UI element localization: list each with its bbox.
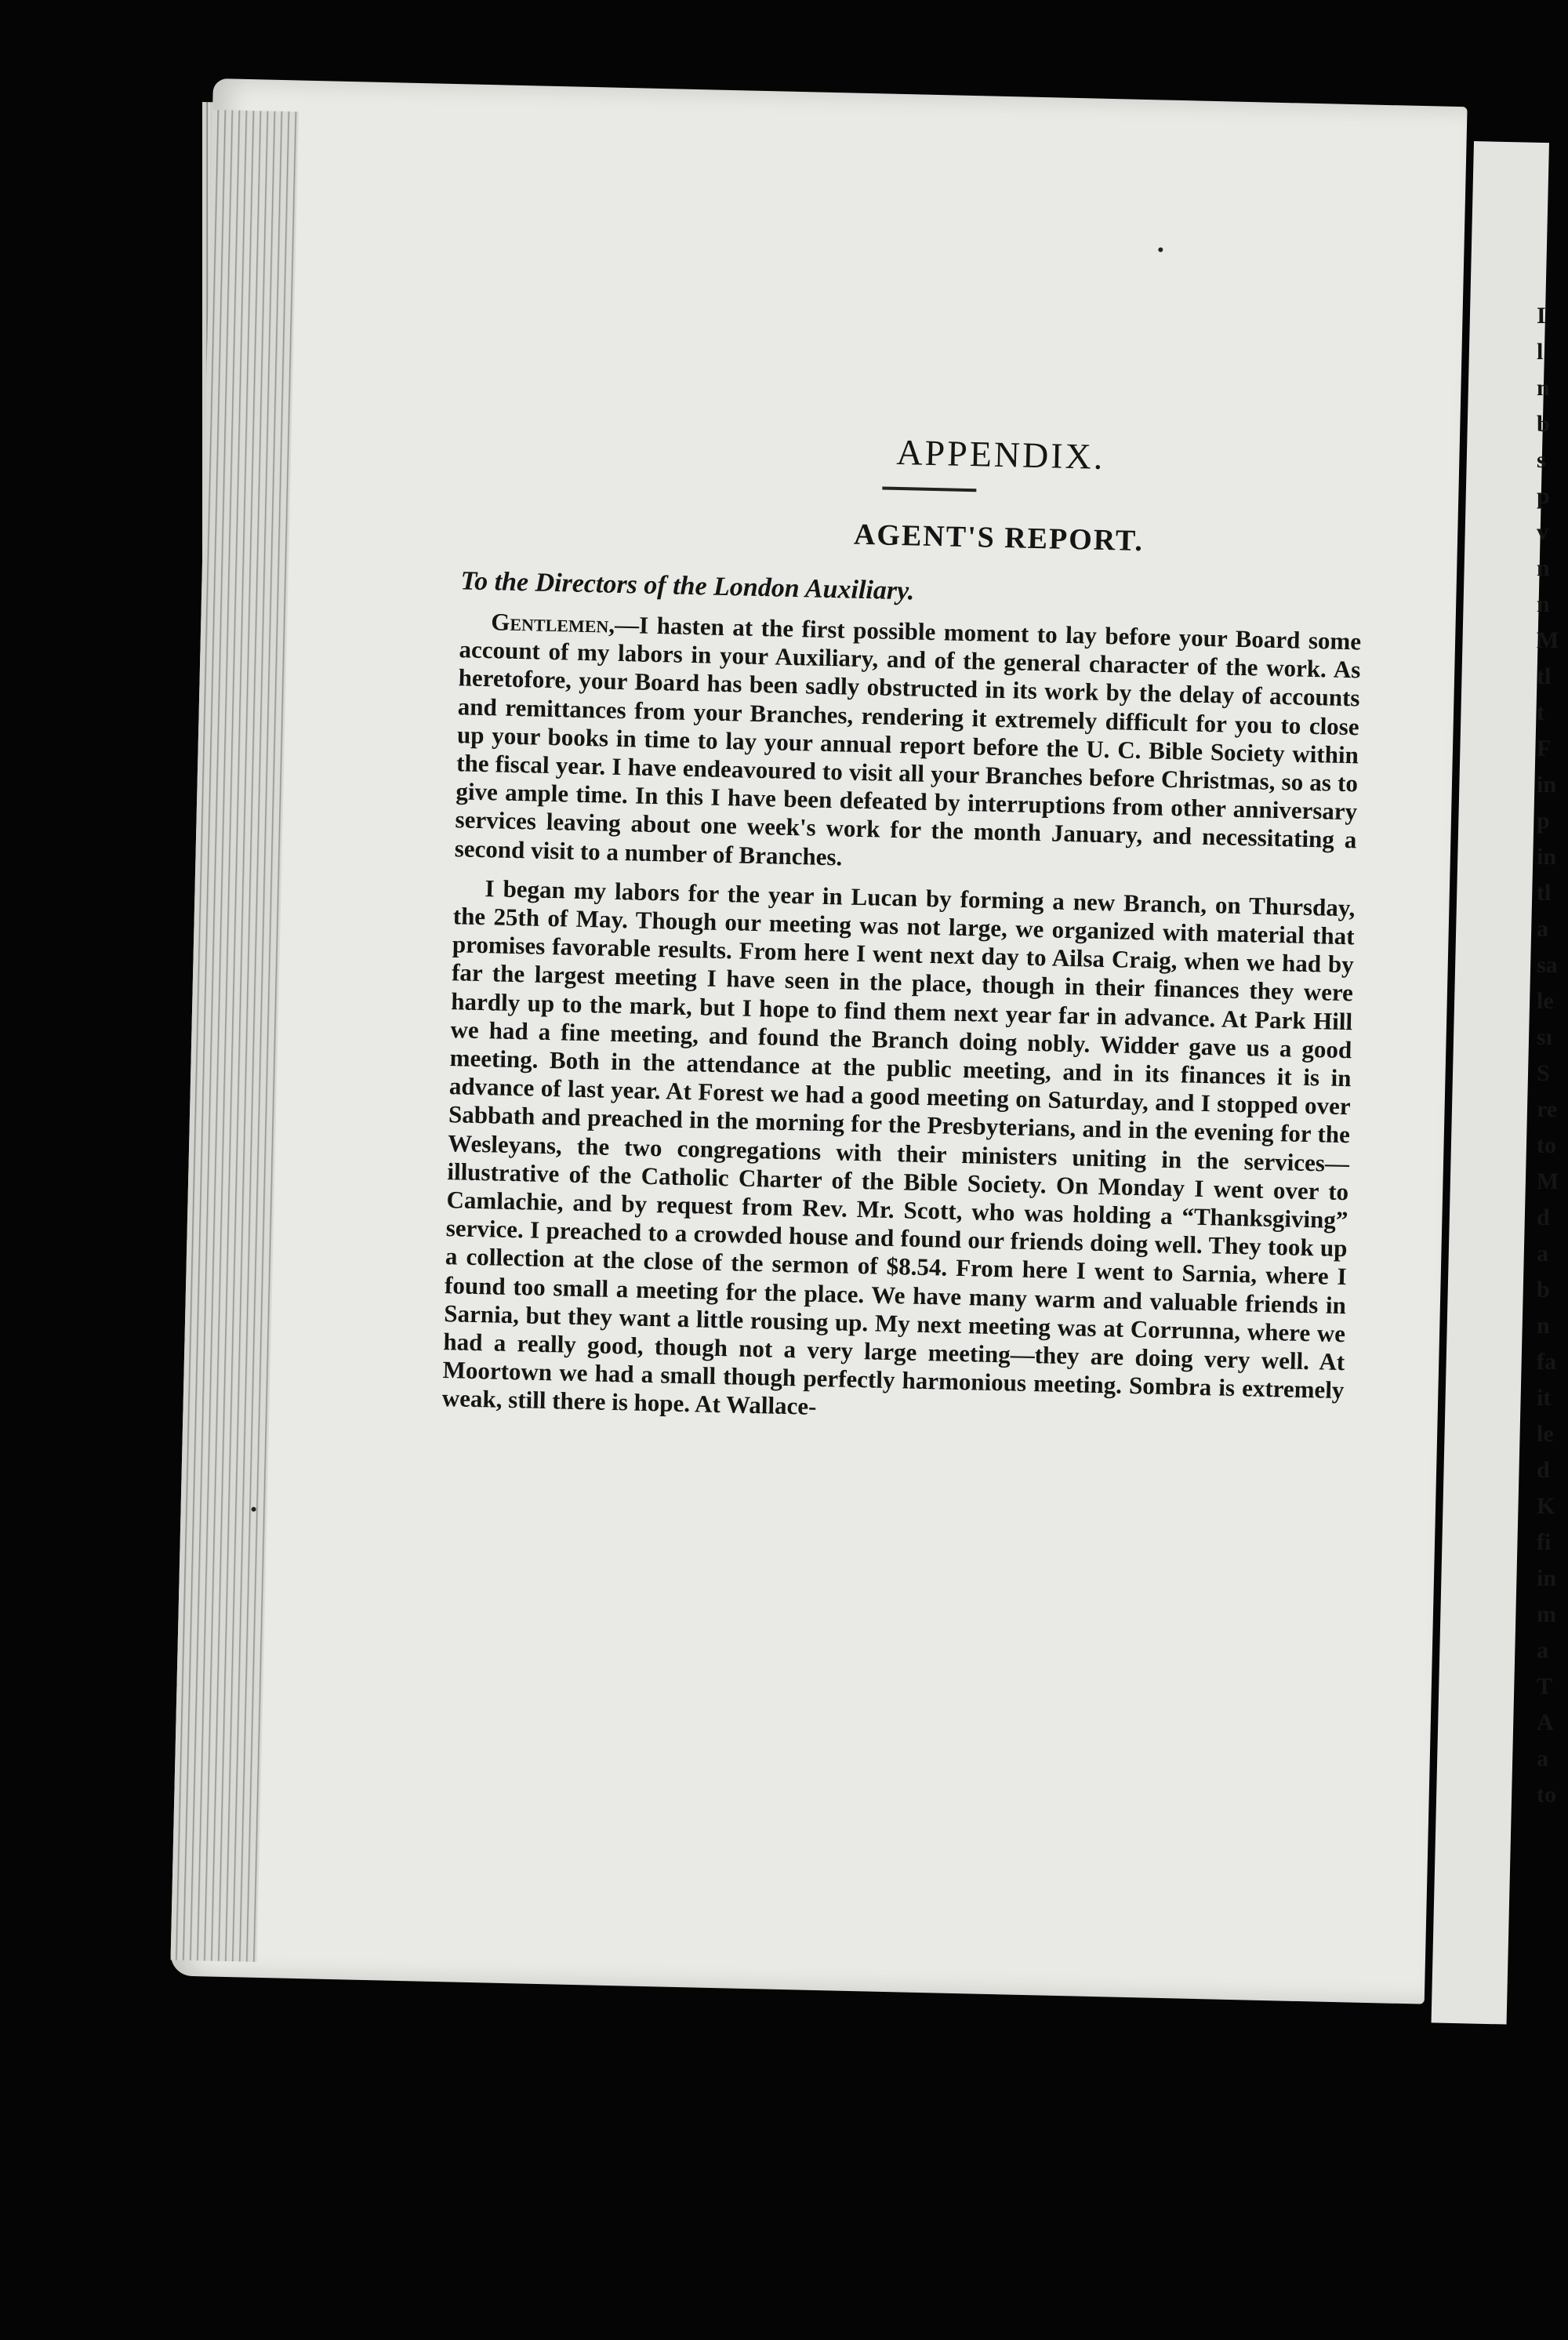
- facing-page-fragment: A: [1537, 1710, 1554, 1735]
- facing-page-fragment: b: [1537, 411, 1550, 437]
- facing-page-fragment: le: [1537, 988, 1554, 1014]
- facing-page-fragment: S: [1537, 1060, 1550, 1086]
- paragraph-1: [454, 607, 1361, 883]
- paragraph-1-text: —I hasten at the first possible moment to lay before your Board some account of my labors in your Auxiliary, and of the general character of the work. As heretofore, your Board has been sadly obstructed in its work by the delay of accounts and remittances from your Branches, rendering it extremely difficult for you to close up your books in time to lay your annual report before the U. C. Bible Society within the fiscal year. I have endeavoured to visit all your Branches before Christmas, so as to give ample time. In this I have been defeated by interruptions from other anniversary services leaving about one week's work for the month January, and necessitating a second visit to a number of Branches.: [454, 610, 1362, 871]
- facing-page-fragment: M: [1537, 627, 1559, 653]
- facing-page-fragment: F: [1537, 736, 1552, 761]
- facing-page-fragment: in: [1537, 844, 1557, 870]
- facing-page-fragment: l: [1537, 339, 1544, 365]
- facing-page-fragment: n: [1537, 375, 1550, 401]
- page-edge-lines: [171, 110, 299, 1962]
- facing-page-fragment: tl: [1537, 663, 1552, 689]
- facing-page-fragment: in: [1537, 1565, 1557, 1591]
- facing-page-fragment: sı: [1537, 1024, 1553, 1050]
- facing-page-fragment: M: [1537, 1168, 1559, 1194]
- ink-speck: [252, 1507, 256, 1512]
- facing-page-fragment: it: [1537, 1385, 1552, 1411]
- facing-page-fragment: p: [1537, 483, 1550, 509]
- facing-page-fragment: tl: [1537, 880, 1552, 906]
- address-line: To the Directors of the London Auxiliary.: [460, 566, 915, 606]
- report-title: AGENT'S REPORT.: [853, 518, 1145, 558]
- salutation: Gentlemen,: [490, 608, 615, 638]
- facing-page-fragment: p: [1537, 808, 1550, 834]
- book-page: [170, 78, 1467, 2004]
- facing-page-fragment: n: [1537, 591, 1550, 617]
- facing-page-fragment: fa: [1537, 1349, 1556, 1375]
- facing-page-fragment: le: [1537, 1421, 1554, 1447]
- facing-page-fragment: b: [1537, 1277, 1550, 1303]
- facing-page-fragment: v: [1537, 519, 1548, 545]
- facing-page-fragment: I: [1537, 303, 1546, 329]
- facing-page-fragment: in: [1537, 772, 1557, 798]
- facing-page-fragment: sa: [1537, 952, 1558, 978]
- facing-page-fragment: T: [1537, 1673, 1553, 1699]
- facing-page-fragment: fi: [1537, 1529, 1552, 1555]
- paragraph-2: I began my labors for the year in Lucan by forming a new Branch, on Thursday, the 25th of May. Though our meeting was not large, we organized with material that promises favorable results. From here I went next day to Ailsa Craig, when we had by far the largest meeting I have seen in the place, though in their finances they were hardly up to the mark, but I hope to find them next year far in advance. At Park Hill we had a fine meeting, and found the Branch doing nobly. Widder gave us a good meeting. Both in the attendance at the public meeting, and in its finances it is in advance of last year. At Forest we had a good meeting on Saturday, and I stopped over Sabbath and preached in the morning for the Presbyterians, and in the evening for the Wesleyans, the two congregations with their ministers uniting in the services—illustrative of the Catholic Charter of the Bible Society. On Monday I went over to Camlachie, and by request from Rev. Mr. Scott, who was holding a “Thanksgiving” service. I preached to a crowded house and found our friends doing well. They took up a collection at the close of the sermon of $8.54. From here I went to Sarnia, where I found too small a meeting for the place. We have many warm and valuable friends in Sarnia, but they want a little rousing up. My next meeting was at Corrunna, where we had a really good, though not a very large meeting—they are doing very well. At Moortown we had a small though perfectly harmonious meeting. Sombra is extremely weak, still there is hope. At Wallace-: [441, 874, 1356, 1421]
- facing-page-fragment: s: [1537, 447, 1546, 473]
- facing-page-fragment: d: [1537, 1205, 1550, 1230]
- facing-page-fragment: n: [1537, 555, 1550, 581]
- facing-page-fragment: to: [1537, 1132, 1556, 1158]
- facing-page-fragment: a: [1537, 1746, 1548, 1771]
- facing-page-fragment: t: [1537, 699, 1544, 725]
- page-text: [441, 421, 1366, 1444]
- facing-page-fragment: a: [1537, 1637, 1548, 1663]
- appendix-title: APPENDIX.: [895, 431, 1105, 477]
- facing-page-fragment: a: [1537, 916, 1548, 942]
- facing-page-fragment: to: [1537, 1782, 1556, 1808]
- ink-speck: [1158, 247, 1163, 252]
- facing-page-fragment: re: [1537, 1096, 1558, 1122]
- facing-page-text-fragments: [1537, 298, 1568, 1813]
- facing-page-fragment: K: [1537, 1493, 1555, 1519]
- facing-page-fragment: d: [1537, 1457, 1550, 1483]
- facing-page-fragment: a: [1537, 1241, 1548, 1266]
- facing-page-fragment: n: [1537, 1313, 1550, 1339]
- title-rule: [882, 486, 976, 492]
- facing-page-fragment: m: [1537, 1601, 1556, 1627]
